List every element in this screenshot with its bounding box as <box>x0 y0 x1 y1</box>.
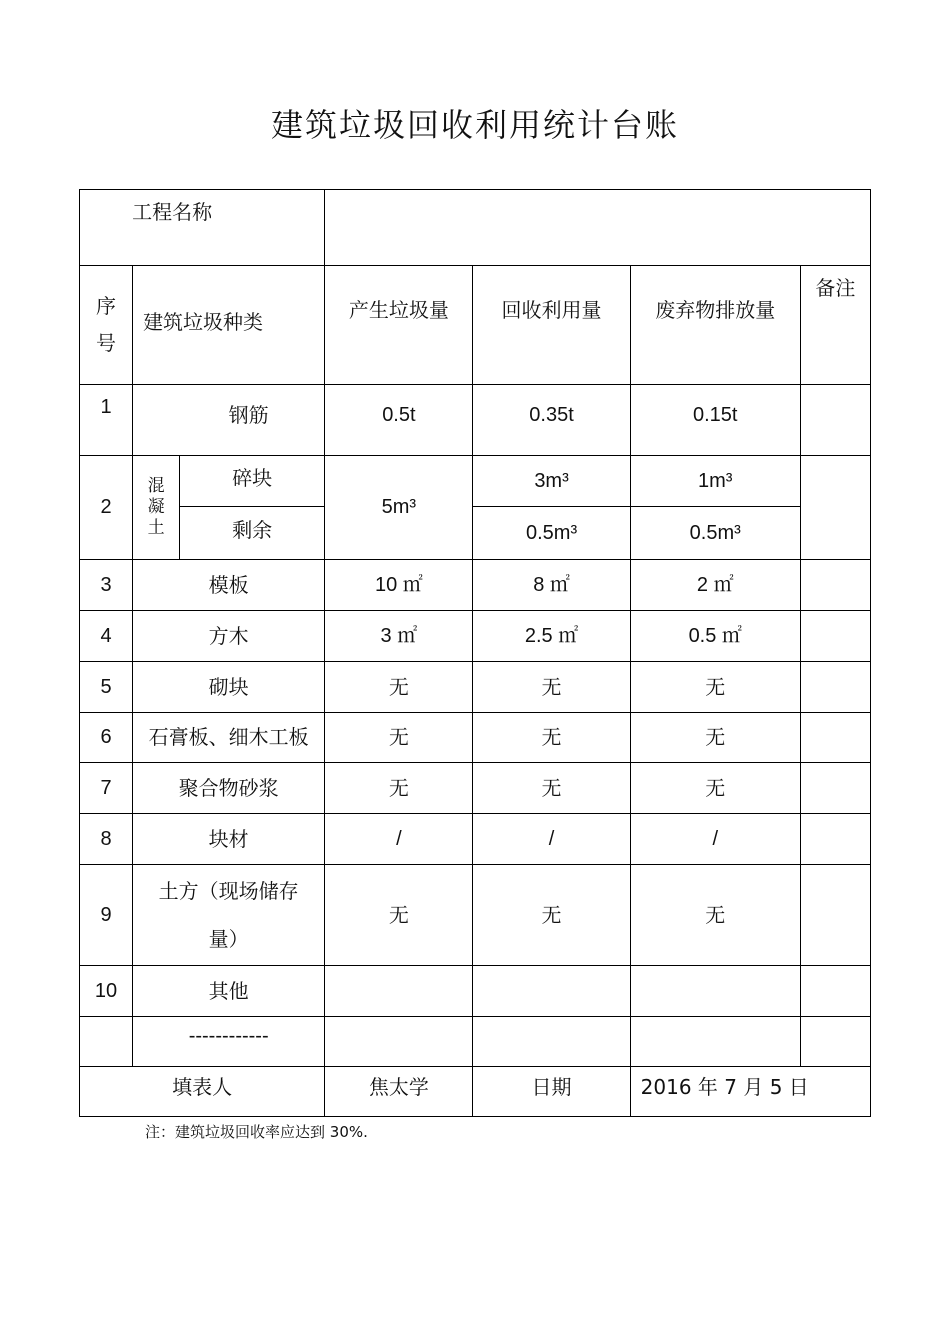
row-remark <box>800 814 870 865</box>
row-type: ------------ <box>133 1017 325 1067</box>
row-subtype: 碎块 <box>180 456 325 507</box>
row-discharged: 2 ㎡ <box>630 560 800 611</box>
row-discharged: 无 <box>630 865 800 966</box>
row-seq: 3 <box>80 560 133 611</box>
row-recycled: 无 <box>473 662 630 713</box>
row-produced <box>325 966 473 1017</box>
row-remark <box>800 611 870 662</box>
concrete-group-label <box>133 456 180 560</box>
footer-row <box>80 1067 871 1117</box>
row-remark <box>800 763 870 814</box>
row-recycled: 无 <box>473 763 630 814</box>
row-type: 其他 <box>133 966 325 1017</box>
row-produced: 0.5t <box>325 385 473 456</box>
row-remark <box>800 662 870 713</box>
row-discharged: 无 <box>630 713 800 763</box>
row-produced: 3 ㎡ <box>325 611 473 662</box>
row-recycled: / <box>473 814 630 865</box>
table-row <box>80 763 871 814</box>
row-discharged: 1m³ <box>630 456 800 507</box>
table-row <box>80 611 871 662</box>
row-type-line-1: 土方（现场储存 <box>158 879 299 903</box>
row-produced: / <box>325 814 473 865</box>
row-produced: 无 <box>325 662 473 713</box>
row-produced: 10 ㎡ <box>325 560 473 611</box>
table-row <box>80 560 871 611</box>
row-recycled <box>473 966 630 1017</box>
row-remark <box>800 560 870 611</box>
row-type: 砌块 <box>133 662 325 713</box>
table-row <box>80 865 871 966</box>
row-seq: 4 <box>80 611 133 662</box>
row-type: 钢筋 <box>133 385 325 456</box>
table-row <box>80 662 871 713</box>
row-recycled: 无 <box>473 865 630 966</box>
row-remark <box>800 1017 870 1067</box>
row-recycled: 8 ㎡ <box>473 560 630 611</box>
row-discharged: 无 <box>630 662 800 713</box>
table-row <box>80 385 871 456</box>
row-type: 模板 <box>133 560 325 611</box>
row-seq: 7 <box>80 763 133 814</box>
row-discharged <box>630 966 800 1017</box>
row-seq: 8 <box>80 814 133 865</box>
row-discharged <box>630 1017 800 1067</box>
row-discharged: / <box>630 814 800 865</box>
row-remark <box>800 865 870 966</box>
row-recycled: 0.5m³ <box>473 507 630 560</box>
row-discharged: 0.15t <box>630 385 800 456</box>
table-row <box>80 814 871 865</box>
table-row <box>80 713 871 763</box>
table-row <box>80 966 871 1017</box>
row-seq: 9 <box>80 865 133 966</box>
table-row <box>80 507 871 560</box>
header-seq <box>80 266 133 385</box>
row-type <box>133 865 325 966</box>
header-recycled: 回收利用量 <box>473 266 630 385</box>
row-recycled: 无 <box>473 713 630 763</box>
row-produced <box>325 1017 473 1067</box>
row-seq: 6 <box>80 713 133 763</box>
row-seq <box>80 1017 133 1067</box>
header-produced: 产生垃圾量 <box>325 266 473 385</box>
row-seq: 1 <box>80 385 133 456</box>
project-label: 工程名称 <box>80 190 325 266</box>
row-remark <box>800 713 870 763</box>
project-row <box>80 190 871 266</box>
row-discharged: 0.5m³ <box>630 507 800 560</box>
header-seq-line-2: 号 <box>96 331 117 355</box>
row-discharged: 0.5 ㎡ <box>630 611 800 662</box>
ledger-table <box>79 189 871 1117</box>
row-produced: 5m³ <box>325 456 473 560</box>
row-type: 聚合物砂浆 <box>133 763 325 814</box>
concrete-char-2: 凝 <box>147 496 165 517</box>
table-row <box>80 456 871 507</box>
row-recycled <box>473 1017 630 1067</box>
row-produced: 无 <box>325 865 473 966</box>
row-type-line-2: 量） <box>208 927 249 951</box>
footnote: 注：建筑垃圾回收率应达到 30%. <box>145 1123 368 1141</box>
header-row <box>80 266 871 385</box>
date-label: 日期 <box>473 1067 630 1117</box>
row-seq: 10 <box>80 966 133 1017</box>
row-seq: 2 <box>80 456 133 560</box>
concrete-char-3: 土 <box>147 518 165 539</box>
project-value[interactable] <box>325 190 871 266</box>
row-remark <box>800 456 870 560</box>
header-seq-line-1: 序 <box>96 294 117 318</box>
table-row <box>80 1017 871 1067</box>
row-remark <box>800 966 870 1017</box>
row-remark <box>800 385 870 456</box>
row-recycled: 0.35t <box>473 385 630 456</box>
filler-label: 填表人 <box>80 1067 325 1117</box>
filler-name[interactable]: 焦太学 <box>325 1067 473 1117</box>
row-discharged: 无 <box>630 763 800 814</box>
row-type: 块材 <box>133 814 325 865</box>
row-recycled: 3m³ <box>473 456 630 507</box>
header-type: 建筑垃圾种类 <box>133 266 325 385</box>
row-seq: 5 <box>80 662 133 713</box>
header-remark: 备注 <box>800 266 870 385</box>
date-value[interactable]: 2016 年 7 月 5 日 <box>630 1067 870 1117</box>
header-discharged: 废弃物排放量 <box>630 266 800 385</box>
concrete-char-1: 混 <box>147 475 165 496</box>
row-type: 方木 <box>133 611 325 662</box>
page-title: 建筑垃圾回收利用统计台账 <box>270 106 679 144</box>
row-subtype: 剩余 <box>180 507 325 560</box>
row-type: 石膏板、细木工板 <box>133 713 325 763</box>
row-produced: 无 <box>325 763 473 814</box>
row-produced: 无 <box>325 713 473 763</box>
row-recycled: 2.5 ㎡ <box>473 611 630 662</box>
